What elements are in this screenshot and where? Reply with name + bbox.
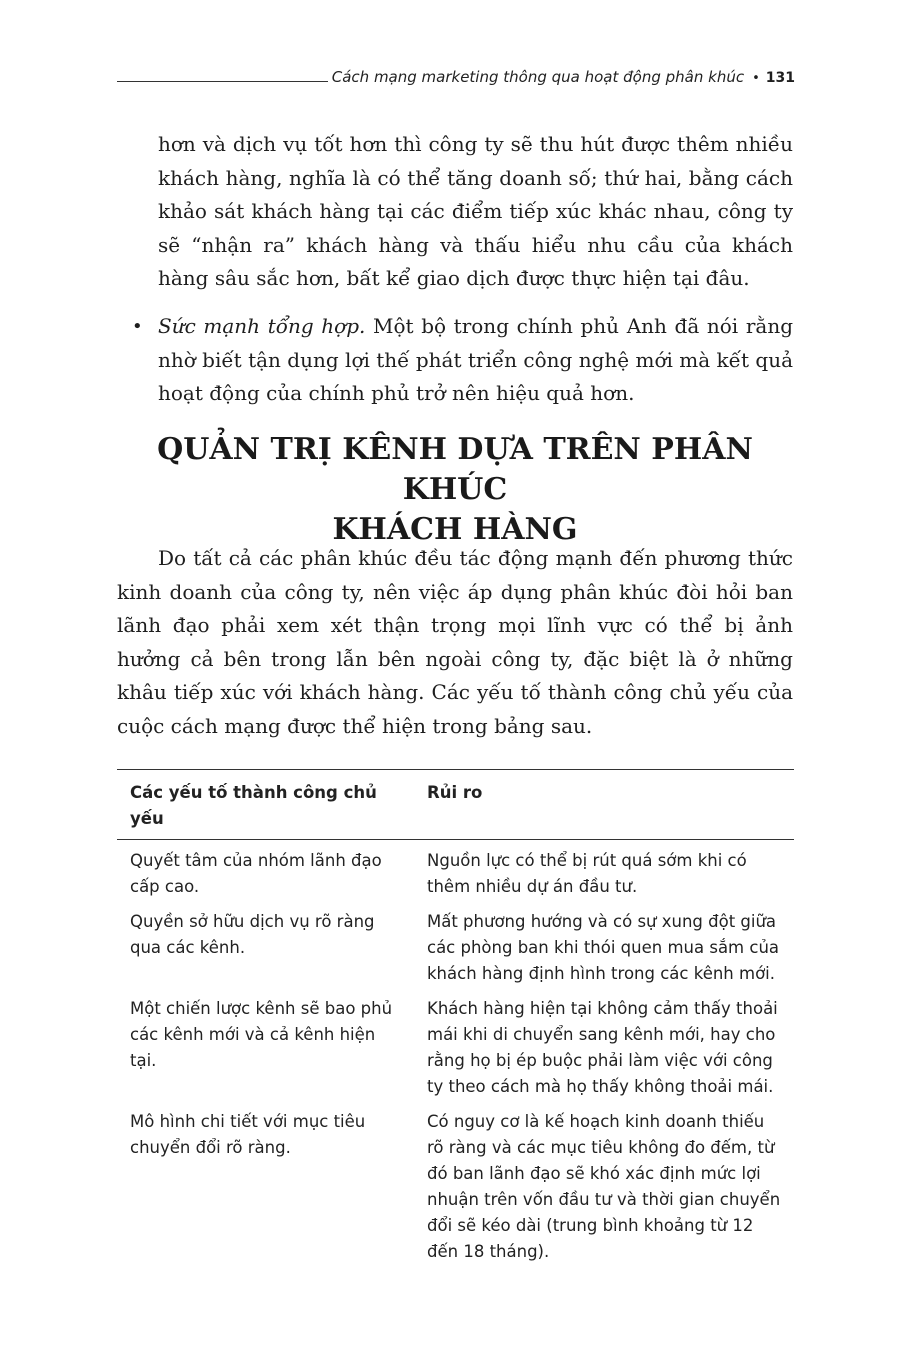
table-cell-risk: Nguồn lực có thể bị rút quá sớm khi có thêm nhiều dự án đầu tư. <box>427 851 747 896</box>
success-factors-table <box>117 769 794 1265</box>
table-cell-factor: Mô hình chi tiết với mục tiêu chuyển đổi rõ ràng. <box>130 1112 366 1157</box>
table-cell-factor: Quyền sở hữu dịch vụ rõ ràng qua các kênh. <box>130 912 375 957</box>
table-row <box>117 1100 794 1265</box>
table-cell-risk: Khách hàng hiện tại không cảm thấy thoải mái khi di chuyển sang kênh mới, hay cho rằng họ bị ép buộc phải làm việc với công ty theo cách mà họ thấy không thoải mái. <box>427 999 778 1096</box>
header-title: Cách mạng marketing thông qua hoạt động phân khúc <box>331 68 745 86</box>
page-number: 131 <box>765 70 795 86</box>
table-cell-factor: Một chiến lược kênh sẽ bao phủ các kênh mới và cả kênh hiện tại. <box>130 999 393 1070</box>
table-row <box>117 987 794 1100</box>
paragraph-continuation: hơn và dịch vụ tốt hơn thì công ty sẽ thu hút được thêm nhiều khách hàng, nghĩa là có thể tăng doanh số; thứ hai, bằng cách khảo sát khách hàng tại các điểm tiếp xúc khác nhau, công ty sẽ “nhận ra” khách hàng và thấu hiểu nhu cầu của khách hàng sâu sắc hơn, bất kể giao dịch được thực hiện tại đâu. <box>158 132 793 290</box>
table-cell-factor: Quyết tâm của nhóm lãnh đạo cấp cao. <box>130 851 382 896</box>
table-cell-risk: Có nguy cơ là kế hoạch kinh doanh thiếu rõ ràng và các mục tiêu không đo đếm, từ đó ban lãnh đạo sẽ khó xác định mức lợi nhuận trên vốn đầu tư và thời gian chuyển đổi sẽ kéo dài (trung bình khoảng từ 12 đến 18 tháng). <box>427 1112 781 1261</box>
header-risks: Rủi ro <box>427 783 483 802</box>
table-row <box>117 840 794 900</box>
bullet-item <box>132 310 793 411</box>
header-separator: • <box>752 71 760 86</box>
bullet-body: Một bộ trong chính phủ Anh đã nói rằng nhờ biết tận dụng lợi thế phát triển công nghệ mới mà kết quả hoạt động của chính phủ trở nên hiệu quả hơn. <box>158 314 793 405</box>
bullet-text <box>158 310 793 411</box>
running-header <box>117 62 795 86</box>
paragraph-intro: Do tất cả các phân khúc đều tác động mạnh đến phương thức kinh doanh của công ty, nên việc áp dụng phân khúc đòi hỏi ban lãnh đạo phải xem xét thận trọng mọi lĩnh vực có thể bị ảnh hưởng cả bên trong lẫn bên ngoài công ty, đặc biệt là ở những khâu tiếp xúc với khách hàng. Các yếu tố thành công chủ yếu của cuộc cách mạng được thể hiện trong bảng sau. <box>117 546 793 738</box>
header-success-factors: Các yếu tố thành công chủ yếu <box>130 783 377 828</box>
table-row <box>117 900 794 987</box>
table-cell-risk: Mất phương hướng và có sự xung đột giữa các phòng ban khi thói quen mua sắm của khách hàng định hình trong các kênh mới. <box>427 912 780 983</box>
table-header <box>117 769 794 840</box>
bullet-icon: • <box>132 316 143 337</box>
section-heading <box>117 430 793 550</box>
section-heading-line-1: QUẢN TRỊ KÊNH DỰA TRÊN PHÂN KHÚC <box>157 432 753 507</box>
header-rule <box>117 81 328 82</box>
bullet-term: Sức mạnh tổng hợp. <box>158 314 366 338</box>
section-heading-line-2: KHÁCH HÀNG <box>332 512 578 547</box>
